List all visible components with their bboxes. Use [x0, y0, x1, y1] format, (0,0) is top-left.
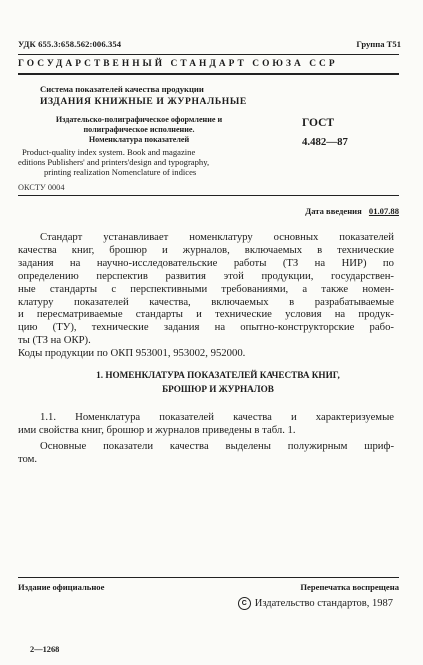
subtitle-line-3: Номенклатура показателей	[88, 135, 190, 144]
effective-date	[305, 206, 399, 216]
udk-code: УДК 655.3:658.562:006.354	[18, 39, 122, 49]
title-block-rule	[18, 195, 399, 196]
section-paragraph-2	[18, 440, 394, 466]
english-title-line-2: editions Publishers' and printers'design and typography,	[18, 157, 210, 167]
copyright	[238, 597, 393, 610]
gost-number: 4.482—87	[302, 136, 348, 148]
document-title: ИЗДАНИЯ КНИЖНЫЕ И ЖУРНАЛЬНЫЕ	[40, 96, 247, 107]
intro-line: качества книг, брошюр и журналов, включаемых в технические	[18, 243, 394, 256]
section-para-line: 1.1. Номенклатура показателей качества и характеризуемые	[40, 411, 394, 423]
section-paragraph-1	[18, 411, 394, 437]
section-para-line: Основные показатели качества выделены полужирным шриф-	[40, 440, 394, 452]
intro-line: ные стандарты с перспективными требованиями, а также номен-	[18, 282, 394, 295]
okstu-code: ОКСТУ 0004	[18, 183, 65, 192]
section-para-line: том.	[18, 452, 38, 465]
section-heading-line-2: БРОШЮР И ЖУРНАЛОВ	[162, 384, 274, 394]
intro-line: задания на научно-исследовательские работы (ТЗ на НИР) по	[18, 256, 394, 269]
section-para-line: ими свойства книг, брошюр и журналов приведены в табл. 1.	[18, 423, 296, 436]
english-title-line-3: printing realization Nomenclature of indices	[44, 167, 197, 177]
intro-line: Стандарт устанавливает номенклатуру основных показателей	[40, 231, 394, 243]
intro-line: и пересматриваемые стандарты и технические условия на продук-	[18, 308, 394, 321]
subtitle-line-1: Издательско-полиграфическое оформление и	[55, 115, 223, 124]
intro-line: цию (ТУ), технические задания на опытно-конструкторские рабо-	[18, 321, 394, 334]
copyright-icon: C	[238, 597, 251, 610]
subtitle-line-2: полиграфическое исполнение.	[83, 125, 195, 134]
reprint-notice: Перепечатка воспрещена	[300, 582, 399, 592]
page-code: 2—1268	[30, 645, 60, 654]
intro-line: клатуру показателей качества, включаемых в разрабатываемые	[18, 295, 394, 308]
intro-paragraph	[18, 231, 394, 360]
effective-date-label: Дата введения	[305, 206, 362, 216]
section-heading	[40, 368, 396, 396]
system-title: Система показателей качества продукции	[40, 84, 204, 94]
section-heading-line-1: 1. НОМЕНКЛАТУРА ПОКАЗАТЕЛЕЙ КАЧЕСТВА КНИГ,	[96, 370, 340, 380]
top-rule	[18, 54, 399, 55]
english-title-line-1: Product-quality index system. Book and magazine	[22, 147, 196, 157]
product-codes-line: Коды продукции по ОКП 953001, 953002, 952000.	[18, 347, 246, 360]
group-code: Группа Т51	[356, 39, 401, 49]
official-edition: Издание официальное	[18, 582, 105, 592]
standard-banner: ГОСУДАРСТВЕННЫЙ СТАНДАРТ СОЮЗА ССР	[18, 59, 338, 69]
gost-label: ГОСТ	[302, 117, 335, 129]
intro-line: определению перспектив развития этой продукции, государствен-	[18, 269, 394, 282]
banner-rule	[18, 73, 399, 75]
effective-date-value: 01.07.88	[368, 206, 399, 216]
intro-line: ты (ТЗ на ОКР).	[18, 334, 91, 347]
footer-rule	[18, 577, 399, 578]
copyright-text: Издательство стандартов, 1987	[254, 597, 393, 609]
